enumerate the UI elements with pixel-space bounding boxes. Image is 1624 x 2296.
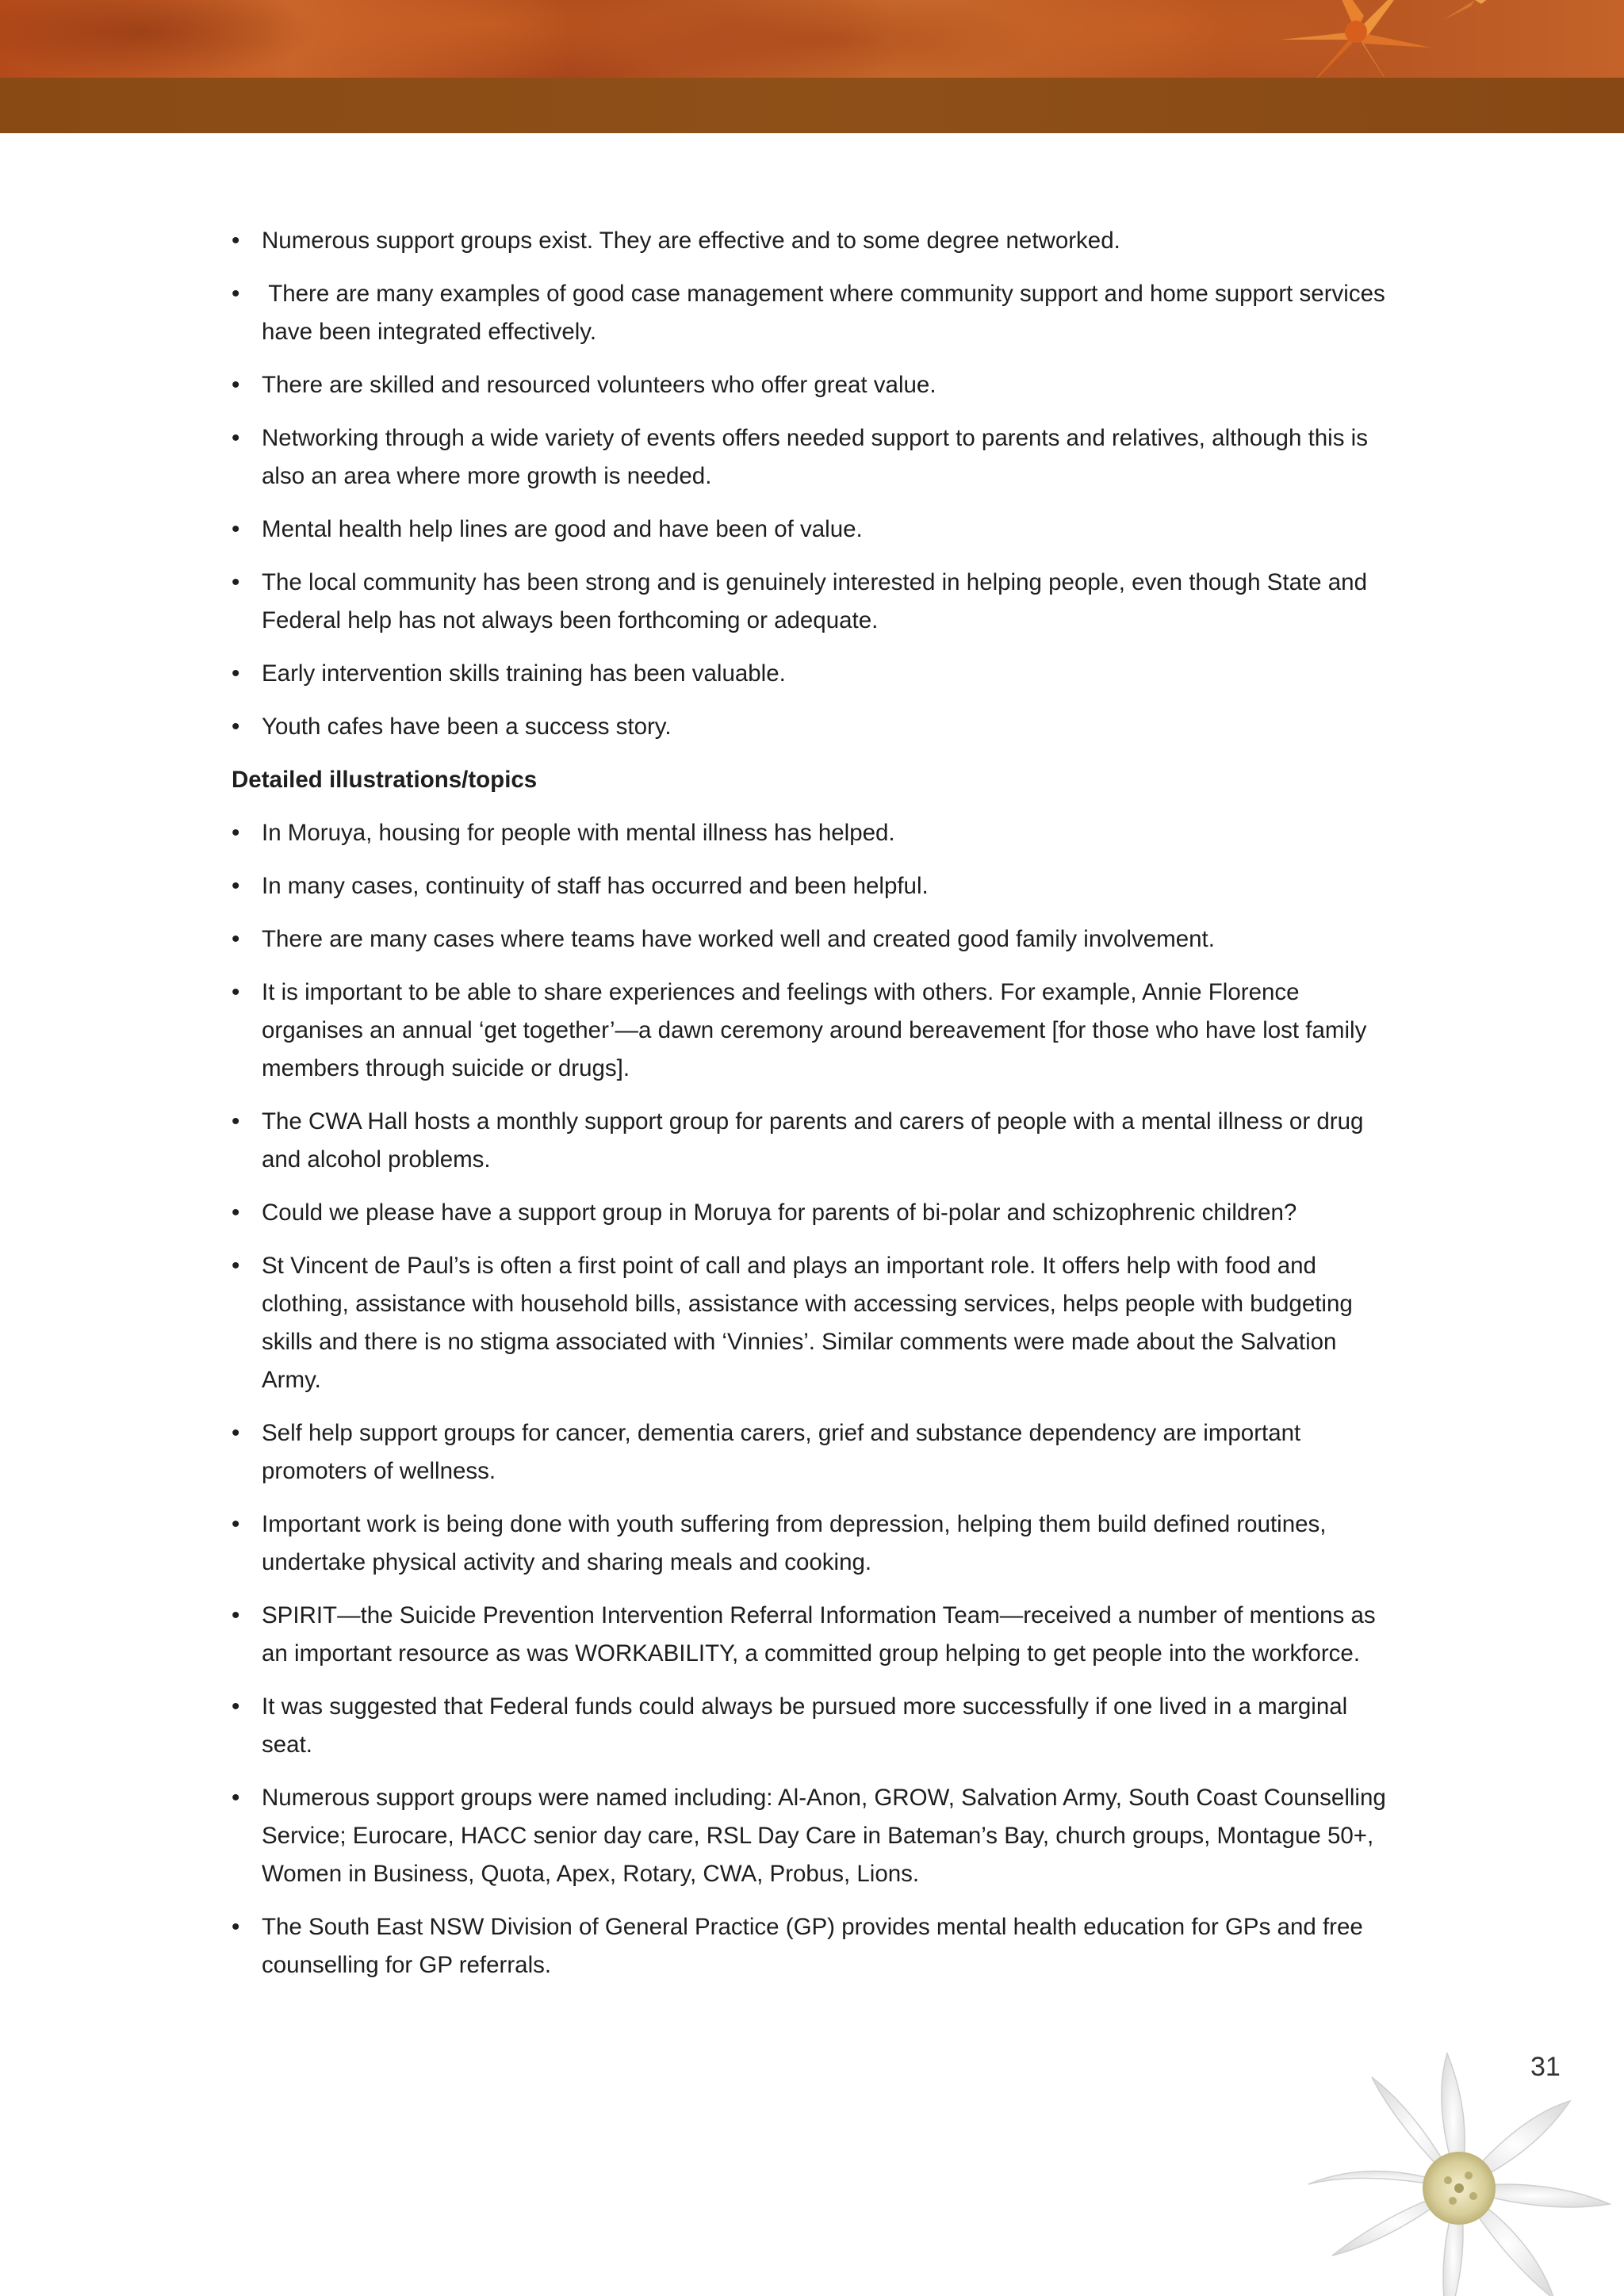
list-item xyxy=(232,1414,1397,1490)
page-number: 31 xyxy=(1530,2052,1561,2082)
list-item xyxy=(232,1506,1397,1582)
header-strip xyxy=(0,78,1624,133)
list-item xyxy=(232,920,1397,959)
bullet-icon: • xyxy=(232,1420,240,1446)
list-item xyxy=(232,275,1397,351)
bullet-icon: • xyxy=(232,1108,240,1135)
list-item xyxy=(232,1597,1397,1673)
list-item xyxy=(232,366,1397,404)
list-item-text: The South East NSW Division of General Practice (GP) provides mental health education for GPs and free counselling for GP referrals. xyxy=(262,1914,1363,1978)
bullet-icon: • xyxy=(232,1253,240,1279)
bullet-icon: • xyxy=(232,372,240,398)
list-item-text: It is important to be able to share experiences and feelings with others. For example, Annie Florence organises an annual ‘get together’—a dawn ceremony around bereavement [for those who have lost family members through suicide or drugs]. xyxy=(262,979,1367,1081)
list-item xyxy=(232,1194,1397,1232)
bullet-icon: • xyxy=(232,820,240,846)
list-item xyxy=(232,564,1397,640)
bullet-icon: • xyxy=(232,873,240,899)
list-item-text: Youth cafes have been a success story. xyxy=(262,714,672,740)
list-item-text: Important work is being done with youth suffering from depression, helping them build defined routines, undertake physical activity and sharing meals and cooking. xyxy=(262,1511,1327,1575)
list-item-text: There are many cases where teams have worked well and created good family involvement. xyxy=(262,926,1215,952)
list-item xyxy=(232,511,1397,549)
intro-bullet-list xyxy=(232,222,1397,746)
bullet-icon: • xyxy=(232,281,240,307)
list-item-text: Mental health help lines are good and have been of value. xyxy=(262,516,863,542)
bullet-icon: • xyxy=(232,1785,240,1811)
bullet-icon: • xyxy=(232,425,240,451)
list-item-text: Early intervention skills training has been valuable. xyxy=(262,660,786,687)
list-item xyxy=(232,222,1397,260)
list-item-text: St Vincent de Paul’s is often a first point of call and plays an important role. It offers help with food and clothing, assistance with household bills, assistance with accessing services, helps people with budgeting skills and there is no stigma associated with ‘Vinnies’. Similar comments were made about the Salvation Army. xyxy=(262,1253,1353,1393)
bullet-icon: • xyxy=(232,1602,240,1628)
section-heading: Detailed illustrations/topics xyxy=(232,767,538,793)
bullet-icon: • xyxy=(232,926,240,952)
list-item-text: It was suggested that Federal funds could always be pursued more successfully if one lived in a marginal seat. xyxy=(262,1693,1348,1758)
list-item xyxy=(232,1103,1397,1179)
page-content xyxy=(232,222,1397,1999)
list-item xyxy=(232,974,1397,1088)
detail-bullet-list xyxy=(232,814,1397,1984)
bullet-icon: • xyxy=(232,1693,240,1720)
list-item-text: Self help support groups for cancer, dementia carers, grief and substance dependency are important promoters of wellness. xyxy=(262,1420,1301,1484)
list-item-text: Could we please have a support group in Moruya for parents of bi-polar and schizophrenic children? xyxy=(262,1200,1297,1226)
list-item-text: Numerous support groups exist. They are effective and to some degree networked. xyxy=(262,228,1120,254)
list-item xyxy=(232,1688,1397,1764)
bullet-icon: • xyxy=(232,979,240,1005)
list-item xyxy=(232,655,1397,693)
list-item xyxy=(232,708,1397,746)
bullet-icon: • xyxy=(232,714,240,740)
bullet-icon: • xyxy=(232,228,240,254)
bullet-icon: • xyxy=(232,1511,240,1537)
list-item-text: There are many examples of good case management where community support and home support services have been integrated effectively. xyxy=(262,281,1392,345)
list-item-text: The local community has been strong and is genuinely interested in helping people, even though State and Federal help has not always been forthcoming or adequate. xyxy=(262,569,1367,633)
bullet-icon: • xyxy=(232,1200,240,1226)
bullet-icon: • xyxy=(232,1914,240,1940)
header-banner xyxy=(0,0,1624,133)
bullet-icon: • xyxy=(232,569,240,595)
list-item xyxy=(232,814,1397,852)
list-item-text: There are skilled and resourced volunteers who offer great value. xyxy=(262,372,936,398)
list-item xyxy=(232,1908,1397,1984)
list-item-text: The CWA Hall hosts a monthly support group for parents and carers of people with a mental illness or drug and alcohol problems. xyxy=(262,1108,1364,1173)
list-item-text: Networking through a wide variety of events offers needed support to parents and relatives, although this is also an area where more growth is needed. xyxy=(262,425,1368,489)
bullet-icon: • xyxy=(232,660,240,687)
white-flannel-flower-icon xyxy=(1261,2038,1624,2296)
list-item xyxy=(232,419,1397,496)
list-item-text: In Moruya, housing for people with mental illness has helped. xyxy=(262,820,895,846)
list-item-text: In many cases, continuity of staff has occurred and been helpful. xyxy=(262,873,929,899)
list-item-text: SPIRIT—the Suicide Prevention Intervention Referral Information Team—received a number of mentions as an important resource as was WORKABILITY, a committed group helping to get people into the workforce. xyxy=(262,1602,1376,1667)
list-item xyxy=(232,867,1397,905)
bullet-icon: • xyxy=(232,516,240,542)
list-item-text: Numerous support groups were named including: Al-Anon, GROW, Salvation Army, South Coast Counselling Service; Eurocare, HACC senior day care, RSL Day Care in Bateman’s Bay, church groups, Montague 50+, Women in Business, Quota, Apex, Rotary, CWA, Probus, Lions. xyxy=(262,1785,1386,1887)
list-item xyxy=(232,1247,1397,1399)
list-item xyxy=(232,1779,1397,1893)
